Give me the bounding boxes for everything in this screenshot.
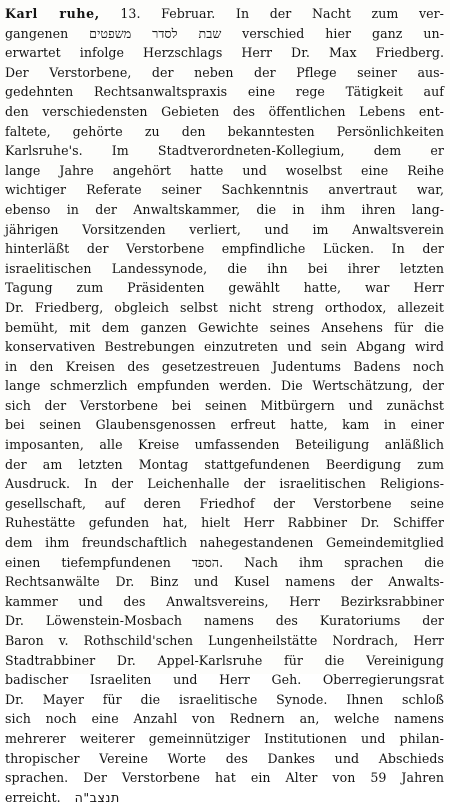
article-line-text: Dr. Löwenstein-Mosbach namens des Kuratoriums der: [5, 613, 444, 629]
article-line: [5, 337, 444, 357]
article-line: [5, 513, 444, 533]
article-line-text: jährigen Vorsitzenden verliert, und im Anwaltsverein: [5, 221, 444, 237]
article-line-text: Stadtrabbiner Dr. Appel-Karlsruhe für die Vereinigung: [5, 652, 444, 668]
article-line-text: gedehnten Rechtsanwaltspraxis eine rege Tätigkeit auf: [5, 84, 444, 100]
article-line-text: Ausdruck. In der Leichenhalle der israelitischen Religions-: [5, 476, 444, 492]
article-line: [5, 533, 444, 553]
article-line: [5, 670, 444, 690]
article-line-text: wichtiger Referate seiner Sachkenntnis anvertraut war,: [5, 182, 444, 198]
article-line-text: den verschiedensten Gebieten des öffentlichen Lebens ent-: [5, 103, 444, 119]
article-line-text: mehrerer weiterer gemeinnütziger Institutionen und philan-: [5, 730, 444, 746]
article-line: [5, 690, 444, 710]
article-line: [5, 592, 444, 612]
article-line-text: Ruhestätte gefunden hat, hielt Herr Rabbiner Dr. Schiffer: [5, 515, 444, 531]
article-line-text: Dr. Friedberg, obgleich selbst nicht streng orthodox, allezeit: [5, 299, 444, 315]
article-line: [5, 220, 444, 240]
article-line-text: einen tiefempfundenen הספד. Nach ihm sprachen die: [5, 554, 445, 570]
article-line: [5, 376, 444, 396]
article-line-text: sprachen. Der Verstorbene hat ein Alter von 59 Jahren: [5, 770, 444, 786]
article-line-text: faltete, gehörte zu den bekanntesten Persönlichkeiten: [5, 123, 444, 139]
article-line: [5, 357, 444, 377]
article-line: [5, 494, 444, 514]
article-line-text: der am letzten Montag stattgefundenen Beerdigung zum: [5, 456, 444, 472]
article-line-text: gesellschaft, auf deren Friedhof der Verstorbene seine: [5, 495, 444, 511]
article-line: [5, 180, 444, 200]
article-line-text: bei seinen Glaubensgenossen erfreut hatte, kam in einer: [5, 417, 444, 433]
article-line-text: sich der Verstorbene bei seinen Mitbürgern und zunächst: [5, 397, 444, 413]
article-line: [5, 318, 444, 338]
article-line: [5, 298, 444, 318]
article-line-text: sich noch eine Anzahl von Rednern an, welche namens: [5, 711, 444, 727]
article-line: [5, 788, 444, 807]
article-line-text: israelitischen Landessynode, die ihn bei ihrer letzten: [5, 260, 444, 276]
article-line: [5, 749, 444, 769]
article-line: [5, 768, 444, 788]
article-line: [5, 651, 444, 671]
article-line-text: gangenen שבת לסדר משפטים verschied hier ganz un-: [5, 25, 445, 41]
article-line-text: Der Verstorbene, der neben der Pflege seiner aus-: [5, 64, 444, 80]
article-line-text: 13. Februar. In der Nacht zum ver-: [99, 6, 444, 21]
article-line: [5, 474, 444, 494]
article-heading: Karl ruhe,: [5, 6, 100, 21]
article-line: [5, 102, 444, 122]
article-line-text: lange schmerzlich empfunden werden. Die Wertschätzung, der: [5, 378, 444, 394]
article-line: [5, 631, 444, 651]
article-line: [5, 572, 444, 592]
article-line-text: Tagung zum Präsidenten gewählt hatte, war Herr: [5, 280, 444, 296]
article-line-text: Rechtsanwälte Dr. Binz und Kusel namens der Anwalts-: [5, 574, 444, 590]
article-line: [5, 82, 444, 102]
article-line-text: hinterläßt der Verstorbene empfindliche Lücken. In der: [5, 241, 444, 257]
article-line: [5, 259, 444, 279]
article-line-text: konservativen Bestrebungen einzutreten und sein Abgang wird: [5, 339, 444, 355]
article-line: [5, 63, 444, 83]
article-line-text: dem ihm freundschaftlich nahegestandenen Gemeindemitglied: [5, 535, 444, 551]
article-line-text: lange Jahre angehört hatte und woselbst eine Reihe: [5, 162, 444, 178]
article-line: [5, 141, 444, 161]
article-line-text: bemüht, mit dem ganzen Gewichte seines Ansehens für die: [5, 319, 444, 335]
article-line: [5, 161, 444, 181]
article-line: [5, 278, 444, 298]
article-line: [5, 200, 444, 220]
article-line-text: thropischer Vereine Worte des Dankes und Abschieds: [5, 750, 444, 766]
closing-abbreviation: תנצב"ה: [74, 789, 120, 805]
article-line-text: erwartet infolge Herzschlags Herr Dr. Max Friedberg.: [5, 45, 444, 61]
article-line: [5, 396, 444, 416]
article-line: [5, 729, 444, 749]
article-line-text: erreicht.: [5, 789, 61, 805]
article-line-text: Dr. Mayer für die israelitische Synode. Ihnen schloß: [5, 691, 444, 707]
article-body: [5, 4, 444, 807]
article-line: [5, 24, 444, 44]
article-line: [5, 611, 444, 631]
article-line: [5, 415, 444, 435]
article-line: [5, 122, 444, 142]
article-line: [5, 455, 444, 475]
article-line: [5, 435, 444, 455]
article-line-text: imposanten, alle Kreise umfassenden Beteiligung anläßlich: [5, 437, 444, 453]
article-line: [5, 709, 444, 729]
article-line-text: badischer Israeliten und Herr Geh. Oberregierungsrat: [5, 672, 444, 688]
article-line-text: Baron v. Rothschild'schen Lungenheilstätte Nordrach, Herr: [5, 633, 444, 648]
article-line-text: ebenso in der Anwaltskammer, die in ihm ihren lang-: [5, 201, 444, 217]
article-line: [5, 4, 444, 24]
article-line-text: kammer und des Anwaltsvereins, Herr Bezirksrabbiner: [5, 593, 444, 609]
article-line: [5, 553, 444, 573]
article-line: [5, 43, 444, 63]
article-line-text: Karlsruhe's. Im Stadtverordneten-Kollegium, dem er: [5, 143, 444, 159]
article-line: [5, 239, 444, 259]
article-line-text: in den Kreisen des gesetzestreuen Judentums Badens noch: [5, 358, 444, 374]
